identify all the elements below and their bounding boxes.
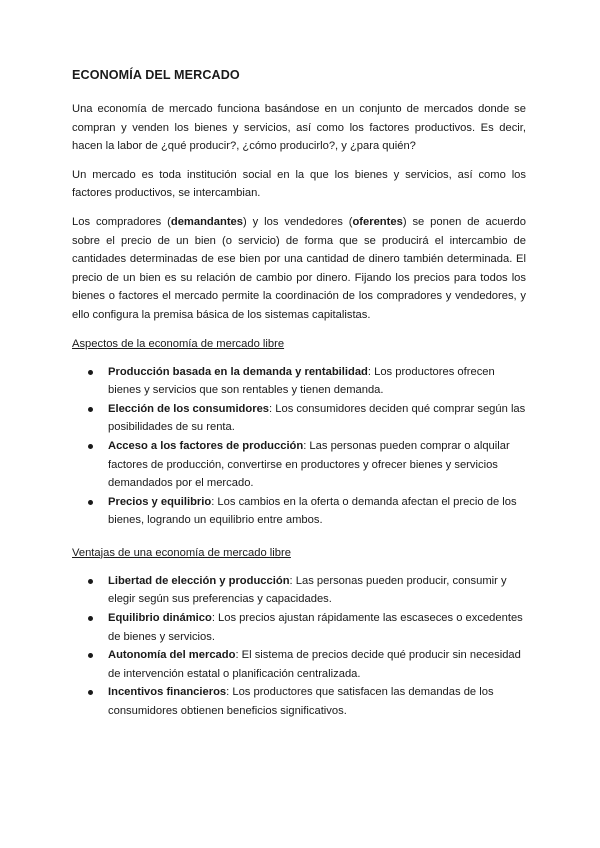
list-item-term: Acceso a los factores de producción [108,439,304,452]
list-item-text: : Las personas pueden comprar o alquilar factores de producción, convertirse en productores y ofrecer bienes y servicios demandados por el mercado. [108,439,510,490]
paragraph-buyers-sellers [72,213,526,325]
paragraph-text: ) y los vendedores ( [243,215,353,228]
list-item-term: Elección de los consumidores [108,402,270,415]
bullet-icon [88,579,93,584]
list-item-term: Autonomía del mercado [108,649,236,662]
document-page [72,66,526,735]
list-item [72,400,526,437]
list-item-text: : Los cambios en la oferta o demanda afectan el precio de los bienes, logrando un equilibrio entre ambos. [108,495,517,527]
bullet-icon [88,370,93,375]
bullet-list-ventajas [72,572,526,721]
bullet-icon [88,653,93,658]
list-item [72,363,526,400]
list-item-term: Equilibrio dinámico [108,612,212,625]
section-heading-ventajas: Ventajas de una economía de mercado libre [72,546,291,559]
list-item [72,683,526,720]
list-item-text: : Los consumidores deciden qué comprar según las posibilidades de su renta. [108,402,526,434]
bullet-icon [88,444,93,449]
paragraph-text: Los compradores ( [72,215,171,228]
list-item [72,493,526,530]
bullet-icon [88,407,93,412]
list-item-text: : Las personas pueden producir, consumir y elegir según sus preferencias y capacidades. [108,574,507,606]
term-demandantes: demandantes [170,215,243,228]
paragraph-text: ) se ponen de acuerdo sobre el precio de un bien (o servicio) de forma que se producirá el intercambio de cantidades determinadas de ese bien por una cantidad de dinero también determinada. El precio de un bien es su relación de cambio por dinero. Fijando los precios para todos los bienes o factores el mercado permite la coordinación de los compradores y vendedores, y ello configura la premisa básica de los sistemas capitalistas. [72,215,526,321]
list-item-text: : Los precios ajustan rápidamente las escaseces o excedentes de bienes y servicios. [108,612,523,643]
bullet-icon [88,500,93,505]
list-item-term: Producción basada en la demanda y rentabilidad [108,365,368,378]
list-item [72,646,526,683]
list-item [72,437,526,493]
list-item [72,609,526,646]
bullet-icon [88,616,93,621]
list-item-text: : El sistema de precios decide qué producir sin necesidad de intervención estatal o planificación centralizada. [108,649,521,680]
section-heading-aspectos: Aspectos de la economía de mercado libre [72,337,285,350]
bullet-list-aspectos [72,363,526,530]
list-item-term: Libertad de elección y producción [108,574,290,587]
page-title: ECONOMÍA DEL MERCADO [72,68,240,82]
list-item-term: Incentivos financieros [108,686,227,699]
paragraph-market-definition: Un mercado es toda institución social en la que los bienes y servicios, así como los factores productivos, se intercambian. [72,168,526,200]
list-item-text: : Los productores ofrecen bienes y servicios que son rentables y tienen demanda. [108,365,495,397]
bullet-icon [88,690,93,695]
list-item-term: Precios y equilibrio [108,495,212,508]
list-item-text: : Los productores que satisfacen las demandas de los consumidores obtienen beneficios significativos. [108,686,494,718]
paragraph-intro: Una economía de mercado funciona basándose en un conjunto de mercados donde se compran y venden los bienes y servicios, así como los factores productivos. Es decir, hacen la labor de ¿qué producir?, ¿cómo producirlo?, y ¿para quién? [72,103,526,153]
term-oferentes: oferentes [352,215,403,228]
list-item [72,572,526,609]
